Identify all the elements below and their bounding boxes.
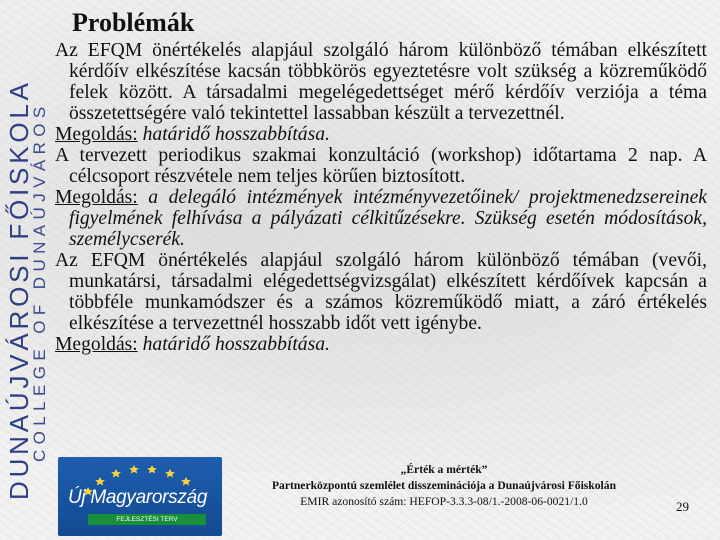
solution-label: Megoldás: [55,187,138,208]
solution-text: a delegáló intézmények intézményvezetőinek/ projektmenedzsereinek figyelmének felhívása a pályázati célkitűzésekre. Szükség esetén módosítások, személycserék. [69,187,707,250]
solution-text: határidő hosszabbítása. [142,334,330,355]
solution-label: Megoldás: [55,334,138,355]
solution-text: határidő hosszabbítása. [142,124,330,145]
footer-line-2: Partnerközpontú szemlélet disszeminációja a Dunaújvárosi Főiskolán [271,479,617,492]
solution-3 [55,334,707,355]
solution-1 [55,124,707,145]
slide-content [55,40,707,355]
footer-text [226,462,662,510]
footer-line-3: EMIR azonosító szám: HEFOP-3.3.3-08/1.-2008-06-0021/1.0 [300,495,588,508]
solution-2 [55,187,707,250]
problem-paragraph-2: A tervezett periodikus szakmai konzultáció (workshop) időtartama 2 nap. A célcsoport részvétele nem teljes körűen biztosított. [55,145,707,187]
sidebar-vertical-text-2: COLLEGE OF DUNAÚJVÁROS [30,101,49,462]
footer-line-1: „Érték a mérték” [400,463,488,476]
page-number: 29 [676,499,689,514]
sidebar-vertical-text-1: DUNAÚJVÁROSI FŐISKOLA [4,79,34,500]
problem-paragraph-3: Az EFQM önértékelés alapjául szolgáló három különböző témában (vevői, munkatársi, társadalmi elégedettségvizsgálat) elkészített kérdőívek kapcsán a többféle munkamódszer és a számos közreműködő miatt, a záró értékelés elkészítése a tervezettnél hosszabb időt vett igénybe. [55,250,707,334]
solution-label: Megoldás: [55,124,138,145]
slide-title: Problémák [72,8,195,37]
logo-title: Új Magyarország [68,487,208,508]
problem-paragraph-1: Az EFQM önértékelés alapjául szolgáló három különböző témában elkészített kérdőív elkészítése kacsán többkörös egyeztetésre volt szükség a közreműködő felek között. A társadalmi megelégedettséget mérő kérdőív verziója a téma összetettségére való tekintettel lassabban készült a tervezettnél. [55,40,707,124]
uj-magyarorszag-logo [58,457,222,536]
logo-subtitle: FEJLESZTÉSI TERV [116,516,178,523]
footer [0,455,720,540]
